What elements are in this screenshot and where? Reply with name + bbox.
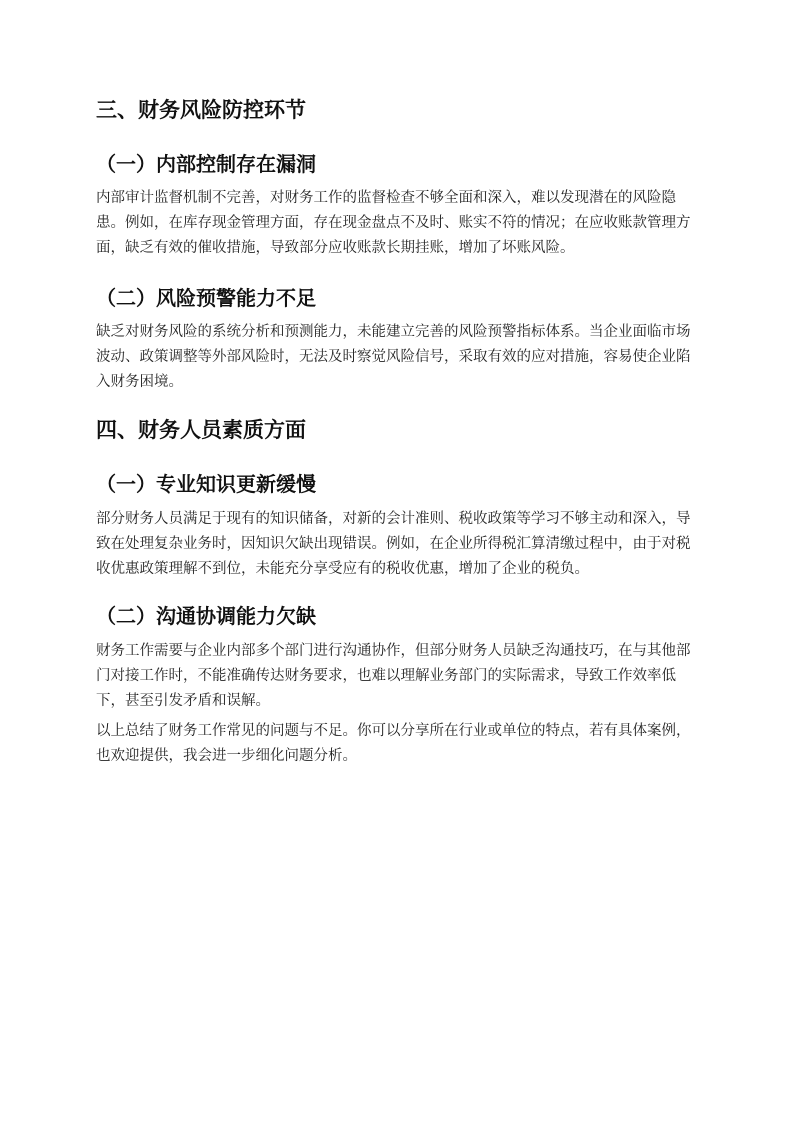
subsection-4-1-heading: （一）专业知识更新缓慢 (96, 472, 316, 496)
paragraph-line: 下，甚至引发矛盾和误解。 (96, 693, 270, 709)
paragraph-line: 部分财务人员满足于现有的知识储备，对新的会计准则、税收政策等学习不够主动和深入，导 (96, 511, 691, 527)
subsection-3-1-paragraph (96, 186, 704, 261)
paragraph-line: 入财务困境。 (96, 374, 183, 390)
paragraph-line: 也欢迎提供，我会进一步细化问题分析。 (96, 748, 357, 764)
subsection-4-1-paragraph (96, 507, 704, 582)
subsection-3-2-heading: （二）风险预警能力不足 (96, 286, 316, 310)
paragraph-line: 收优惠政策理解不到位，未能充分享受应有的税收优惠，增加了企业的税负。 (96, 561, 589, 577)
section-3-heading: 三、财务风险防控环节 (96, 98, 306, 122)
paragraph-line: 门对接工作时，不能准确传达财务要求，也难以理解业务部门的实际需求，导致工作效率低 (96, 668, 676, 684)
paragraph-line: 致在处理复杂业务时，因知识欠缺出现错误。例如，在企业所得税汇算清缴过程中，由于对税 (96, 536, 691, 552)
paragraph-line: 面，缺乏有效的催收措施，导致部分应收账款长期挂账，增加了坏账风险。 (96, 240, 575, 256)
paragraph-line: 波动、政策调整等外部风险时，无法及时察觉风险信号，采取有效的应对措施，容易使企业陷 (96, 349, 691, 365)
section-4-heading: 四、财务人员素质方面 (96, 418, 306, 442)
subsection-4-2-heading: （二）沟通协调能力欠缺 (96, 604, 316, 628)
subsection-3-2-paragraph (96, 320, 704, 395)
paragraph-line: 财务工作需要与企业内部多个部门进行沟通协作，但部分财务人员缺乏沟通技巧，在与其他部 (96, 643, 691, 659)
subsection-3-1-heading: （一）内部控制存在漏洞 (96, 152, 316, 176)
paragraph-line: 缺乏对财务风险的系统分析和预测能力，未能建立完善的风险预警指标体系。当企业面临市场 (96, 324, 691, 340)
paragraph-line: 患。例如，在库存现金管理方面，存在现金盘点不及时、账实不符的情况；在应收账款管理方 (96, 215, 691, 231)
paragraph-line: 内部审计监督机制不完善，对财务工作的监督检查不够全面和深入，难以发现潜在的风险隐 (96, 190, 676, 206)
closing-paragraph (96, 719, 704, 769)
paragraph-line: 以上总结了财务工作常见的问题与不足。你可以分享所在行业或单位的特点，若有具体案例， (96, 723, 691, 739)
subsection-4-2-paragraph (96, 639, 704, 714)
